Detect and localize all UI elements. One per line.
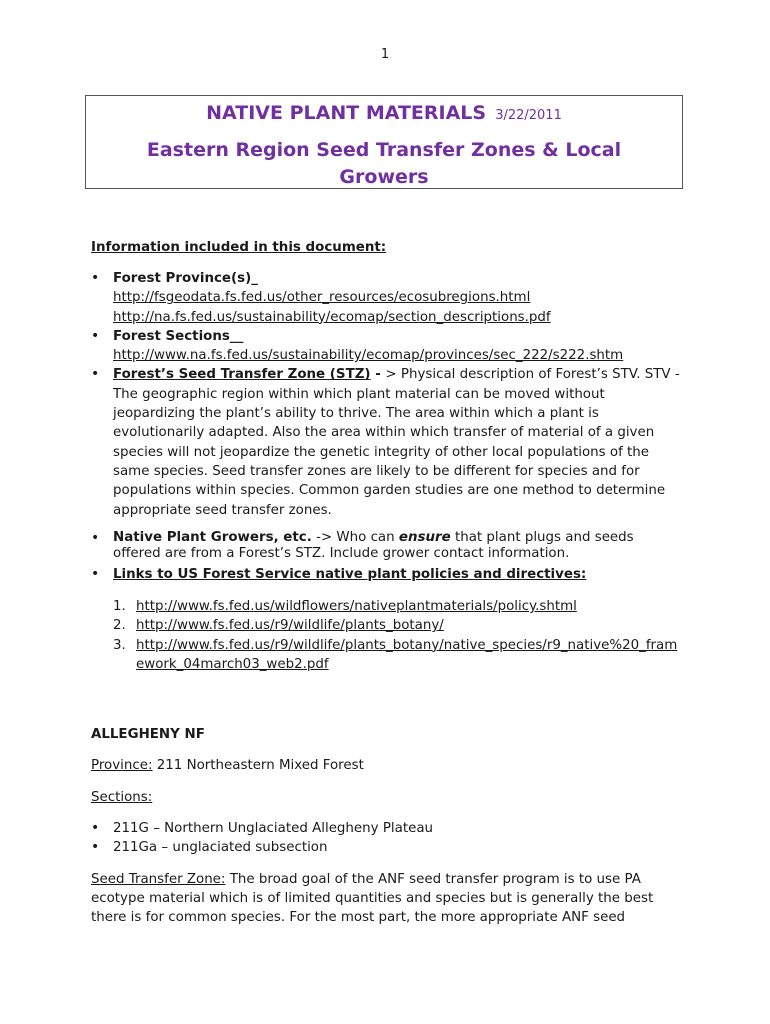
title-box: [85, 95, 683, 189]
stz-label: Forest’s Seed Transfer Zone (STZ): [113, 367, 371, 383]
plants-botany-link[interactable]: http://www.fs.fed.us/r9/wildlife/plants_botany/: [136, 618, 444, 634]
intro-heading: Information included in this document:: [91, 240, 387, 255]
list-item-stz: [91, 365, 681, 519]
sec222-link[interactable]: http://www.na.fs.fed.us/sustainability/ecomap/provinces/sec_222/s222.shtm: [113, 348, 624, 364]
allegheny-sections-list: [91, 819, 681, 858]
list-item-growers: [91, 530, 681, 563]
document-body: [91, 238, 681, 927]
sections-label: Forest Sections__: [113, 328, 244, 344]
growers-label: Native Plant Growers, etc.: [113, 529, 312, 545]
native-framework-link[interactable]: http://www.fs.fed.us/r9/wildlife/plants_botany/native_species/r9_native%20_framework_04march03_web2.pdf: [136, 637, 678, 673]
list-item-sections: [91, 327, 681, 366]
province-line: [91, 756, 681, 775]
policy-link-item: [113, 597, 681, 616]
stz-field-text: The broad goal of the ANF seed transfer program is to use PA ecotype material which is of limited quantities and species but is generally the best there is for common species. For the most part, the more appropriate ANF seed: [91, 871, 654, 926]
title-line: [86, 99, 682, 127]
sections-line: [91, 788, 681, 807]
section-item: • 211Ga – unglaciated subsection: [91, 838, 681, 857]
document-date: 3/22/2011: [495, 108, 562, 123]
section-item: • 211G – Northern Unglaciated Allegheny Plateau: [91, 819, 681, 838]
policy-link-item: [113, 616, 681, 635]
policy-link[interactable]: http://www.fs.fed.us/wildflowers/nativeplantmaterials/policy.shtml: [136, 599, 577, 615]
list-number: 1.: [113, 599, 126, 615]
stz-arrow-text: > Physical description of Forest’s STV.: [385, 367, 641, 383]
contents-list: [91, 269, 681, 584]
list-item-province: [91, 269, 681, 327]
seed-transfer-paragraph: [91, 870, 681, 928]
policy-label: Links to US Forest Service native plant policies and directives:: [113, 566, 587, 582]
growers-text-after: that plant plugs and seeds offered are from a Forest’s STZ. Include grower contact information.: [113, 529, 634, 562]
policy-links-list: [91, 597, 681, 674]
document-subtitle: Eastern Region Seed Transfer Zones & Local Growers: [146, 139, 622, 188]
growers-emphasis: ensure: [398, 529, 451, 545]
province-label: Forest Province(s)_: [113, 271, 258, 286]
document-title: NATIVE PLANT MATERIALS: [206, 102, 487, 124]
list-item-policy: [91, 565, 681, 584]
growers-text-before: -> Who can: [311, 529, 399, 545]
stz-description: STV - The geographic region within which plant material can be moved without jeopardizing the plant’s ability to thrive. The area within which a plant is evolutionarily adapted. Also the area within which transfer of material of a given species will not jeopardize the genetic integrity of other local populations of the same species. Seed transfer zones are likely to be different for species and for populations within species. Common garden studies are one method to determine appropriate seed transfer zones.: [113, 367, 680, 518]
stz-dash: -: [370, 367, 386, 383]
allegheny-heading: ALLEGHENY NF: [91, 727, 205, 743]
province-field-label: Province:: [91, 758, 153, 774]
province-field-value: 211 Northeastern Mixed Forest: [152, 758, 364, 774]
sections-field-label: Sections:: [91, 789, 153, 805]
page-number: 1: [380, 47, 390, 62]
ecosubregions-link[interactable]: http://fsgeodata.fs.fed.us/other_resources/ecosubregions.html: [113, 290, 531, 306]
list-number: 3.: [113, 637, 126, 653]
list-number: 2.: [113, 618, 126, 634]
section-descriptions-link[interactable]: http://na.fs.fed.us/sustainability/ecomap/section_descriptions.pdf: [113, 309, 551, 325]
policy-link-item: [113, 636, 681, 675]
stz-field-label: Seed Transfer Zone:: [91, 871, 226, 887]
